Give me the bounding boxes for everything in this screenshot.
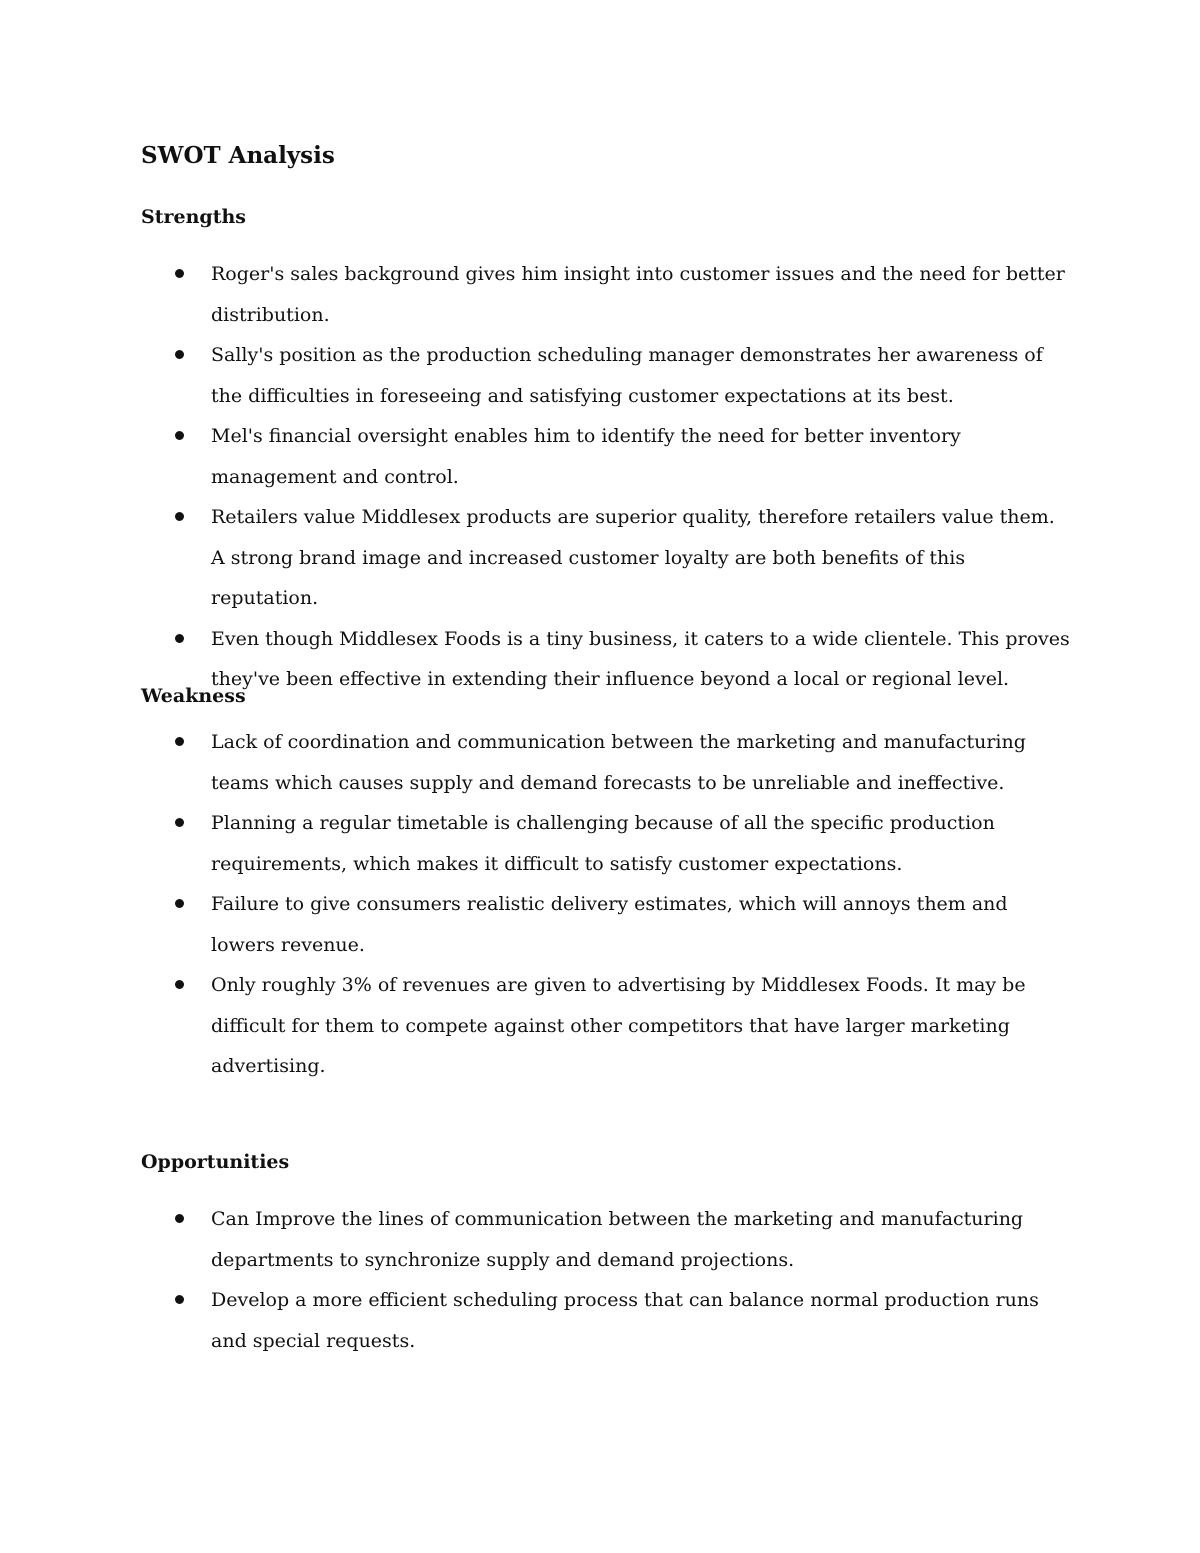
weakness-list — [141, 722, 1071, 1087]
bullet-icon — [175, 1214, 184, 1223]
list-item-text: Failure to give consumers realistic delivery estimates, which will annoys them and lowers revenue. — [211, 893, 1008, 956]
opportunities-heading: Opportunities — [141, 1151, 290, 1173]
list-item — [141, 619, 1071, 700]
list-item-text: Retailers value Middlesex products are superior quality, therefore retailers value them. A strong brand image and increased customer loyalty are both benefits of this reputation. — [211, 506, 1055, 609]
strengths-list — [141, 254, 1071, 700]
bullet-icon — [175, 737, 184, 746]
list-item — [141, 965, 1071, 1087]
list-item — [141, 254, 1071, 335]
bullet-icon — [175, 634, 184, 643]
document-title: SWOT Analysis — [141, 142, 335, 169]
list-item-text: Develop a more efficient scheduling process that can balance normal production runs and special requests. — [211, 1289, 1039, 1352]
strengths-heading: Strengths — [141, 206, 246, 228]
list-item-text: Even though Middlesex Foods is a tiny business, it caters to a wide clientele. This proves they've been effective in extending their influence beyond a local or regional level. — [211, 627, 1070, 690]
bullet-icon — [175, 980, 184, 989]
list-item-text: Roger's sales background gives him insight into customer issues and the need for better distribution. — [211, 263, 1065, 326]
list-item-text: Sally's position as the production scheduling manager demonstrates her awareness of the difficulties in foreseeing and satisfying customer expectations at its best. — [211, 344, 1043, 407]
bullet-icon — [175, 512, 184, 521]
list-item — [141, 335, 1071, 416]
bullet-icon — [175, 431, 184, 440]
list-item-text: Only roughly 3% of revenues are given to advertising by Middlesex Foods. It may be difficult for them to compete against other competitors that have larger marketing advertising. — [211, 974, 1026, 1077]
list-item-text: Mel's financial oversight enables him to identify the need for better inventory management and control. — [211, 425, 961, 488]
bullet-icon — [175, 899, 184, 908]
bullet-icon — [175, 269, 184, 278]
bullet-icon — [175, 818, 184, 827]
weakness-heading: Weakness — [141, 685, 246, 707]
bullet-icon — [175, 1295, 184, 1304]
opportunities-list — [141, 1199, 1071, 1361]
list-item-text: Can Improve the lines of communication between the marketing and manufacturing departments to synchronize supply and demand projections. — [211, 1208, 1024, 1271]
list-item — [141, 722, 1071, 803]
list-item-text: Lack of coordination and communication between the marketing and manufacturing teams which causes supply and demand forecasts to be unreliable and ineffective. — [211, 731, 1026, 794]
list-item — [141, 884, 1071, 965]
list-item — [141, 497, 1071, 619]
bullet-icon — [175, 350, 184, 359]
list-item — [141, 1199, 1071, 1280]
list-item — [141, 1280, 1071, 1361]
list-item — [141, 803, 1071, 884]
list-item-text: Planning a regular timetable is challenging because of all the specific production requirements, which makes it difficult to satisfy customer expectations. — [211, 812, 995, 875]
list-item — [141, 416, 1071, 497]
